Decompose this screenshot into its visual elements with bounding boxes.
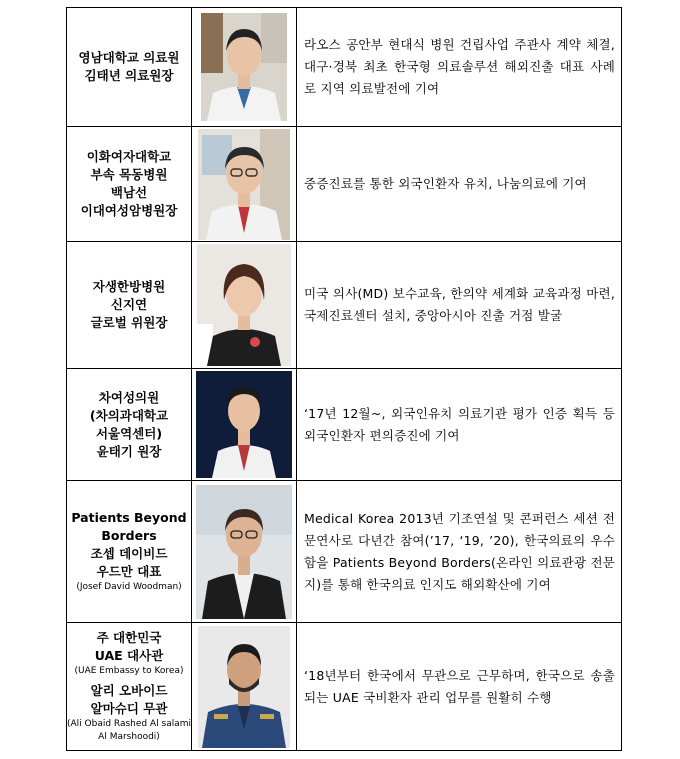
recipient-photo <box>196 485 292 619</box>
recipient-org: 자생한방병원 <box>92 279 166 294</box>
contribution-text: ‘17년 12월~, 외국인유치 의료기관 평가 인증 획득 등 외국인환자 편의증진에 기여 <box>297 369 622 481</box>
recipient-title: 우드만 대표 <box>96 564 162 579</box>
recipient-org: 차여성의원 <box>98 389 160 405</box>
table-row <box>67 8 622 127</box>
table-row <box>67 623 622 751</box>
recipient-name-cell <box>67 369 192 481</box>
table-row <box>67 127 622 242</box>
recipient-org-sub: 서울역센터) <box>95 425 163 441</box>
table-row <box>67 369 622 481</box>
photo-cell <box>192 8 297 127</box>
recipient-name: 백남선 <box>110 185 148 200</box>
contribution-text: 라오스 공안부 현대식 병원 건립사업 주관사 계약 체결, 대구·경북 최초 한국형 의료솔루션 해외진출 대표 사례로 지역 의료발전에 기여 <box>297 8 622 127</box>
recipient-photo <box>198 626 290 748</box>
recipient-name-cell <box>67 481 192 623</box>
recipient-photo <box>198 129 290 240</box>
photo-cell <box>192 127 297 242</box>
recipient-name: 신지연 <box>110 297 148 312</box>
recipient-org: Patients Beyond <box>71 510 187 525</box>
recipient-org-sub: UAE 대사관 <box>94 648 164 663</box>
recipient-name: 윤태기 원장 <box>96 443 162 459</box>
recipient-name: 조셉 데이비드 <box>90 546 168 561</box>
table-row <box>67 481 622 623</box>
table-row <box>67 242 622 369</box>
recipient-title: 글로벌 위원장 <box>90 315 168 330</box>
recipient-photo <box>201 13 287 121</box>
recipient-name-cell <box>67 8 192 127</box>
recipient-org: 주 대한민국 <box>96 630 162 645</box>
recipient-name-english: (Josef David Woodman) <box>76 582 182 592</box>
contribution-text: 미국 의사(MD) 보수교육, 한의약 세계화 교육과정 마련, 국제진료센터 설치, 중앙아시아 진출 거점 발굴 <box>297 242 622 369</box>
recipient-name: 김태년 의료원장 <box>84 68 174 83</box>
photo-cell <box>192 369 297 481</box>
recipient-name-cell <box>67 242 192 369</box>
recipient-name-cell <box>67 623 192 751</box>
photo-cell <box>192 242 297 369</box>
recipient-org-sub: Borders <box>101 528 157 543</box>
recipient-org-sub: 부속 목동병원 <box>90 167 168 182</box>
awards-table <box>66 7 622 751</box>
recipient-org: 이화여자대학교 <box>86 149 172 164</box>
recipient-name: 알리 오바이드 <box>90 683 168 698</box>
photo-cell <box>192 623 297 751</box>
photo-cell <box>192 481 297 623</box>
recipient-photo <box>197 244 291 366</box>
contribution-text: Medical Korea 2013년 기조연설 및 콘퍼런스 세션 전문연사로 다년간 참여(’17, ‘19, ’20), 한국의료의 우수함을 Patients Beyond Borders(온라인 의료관광 전문지)를 통해 한국의료 인지도 해외확산에 기여 <box>297 481 622 623</box>
recipient-title: 이대여성암병원장 <box>80 203 178 218</box>
recipient-org-english: (UAE Embassy to Korea) <box>74 666 184 676</box>
recipient-name-cell <box>67 127 192 242</box>
contribution-text: ‘18년부터 한국에서 무관으로 근무하며, 한국으로 송출되는 UAE 국비환자 관리 업무를 원활히 수행 <box>297 623 622 751</box>
contribution-text: 중증진료를 통한 외국인환자 유치, 나눔의료에 기여 <box>297 127 622 242</box>
recipient-title: 알마슈디 무관 <box>90 701 168 716</box>
recipient-org-sub: (차의과대학교 <box>89 407 169 423</box>
recipient-name-english: (Ali Obaid Rashed Al salami Al Marshoodi) <box>67 719 191 742</box>
recipient-org: 영남대학교 의료원 <box>78 50 180 65</box>
recipient-photo <box>196 371 292 478</box>
